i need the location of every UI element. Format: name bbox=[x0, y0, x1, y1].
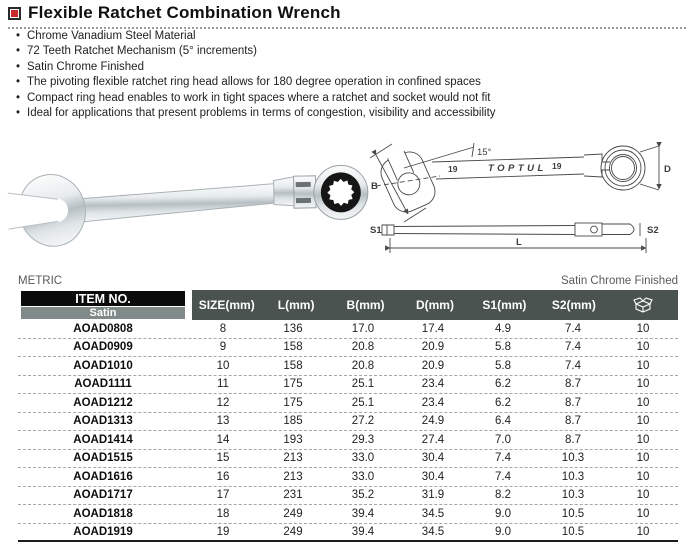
pack-value: 10 bbox=[636, 322, 650, 335]
size-value: 8 bbox=[219, 322, 227, 335]
s1-value: 7.0 bbox=[495, 433, 511, 446]
s2-value: 7.4 bbox=[565, 322, 581, 335]
s2-value: 8.7 bbox=[565, 378, 581, 391]
size-value: 10 bbox=[216, 359, 230, 372]
size-value: 18 bbox=[216, 507, 230, 520]
s2-value: 10.3 bbox=[561, 489, 585, 502]
table-body bbox=[18, 320, 678, 542]
col-header-s2: S2(mm) bbox=[551, 298, 596, 312]
size-stamp-left: 19 bbox=[448, 164, 458, 174]
item-no: AOAD1919 bbox=[73, 525, 133, 538]
table-row bbox=[18, 505, 678, 524]
feature-item: • Chrome Vanadium Steel Material bbox=[16, 29, 682, 44]
s2-value: 10.3 bbox=[561, 470, 585, 483]
l-value: 249 bbox=[283, 507, 303, 520]
s2-value: 8.7 bbox=[565, 415, 581, 428]
feature-list bbox=[16, 29, 682, 121]
s2-value: 10.3 bbox=[561, 452, 585, 465]
angle-label: 15° bbox=[477, 147, 492, 158]
s1-value: 6.4 bbox=[495, 415, 511, 428]
s1-value: 5.8 bbox=[495, 341, 511, 354]
b-value: 20.8 bbox=[351, 341, 375, 354]
d-value: 31.9 bbox=[421, 489, 445, 502]
l-value: 193 bbox=[283, 433, 303, 446]
s2-value: 7.4 bbox=[565, 359, 581, 372]
d-value: 30.4 bbox=[421, 452, 445, 465]
table-row bbox=[18, 357, 678, 376]
b-value: 33.0 bbox=[351, 470, 375, 483]
s1-value: 7.4 bbox=[495, 452, 511, 465]
s1-value: 9.0 bbox=[495, 525, 511, 538]
item-no: AOAD0808 bbox=[73, 322, 133, 335]
table-row bbox=[18, 468, 678, 487]
size-value: 13 bbox=[216, 415, 230, 428]
l-value: 158 bbox=[283, 359, 303, 372]
b-value: 39.4 bbox=[351, 525, 375, 538]
d-value: 30.4 bbox=[421, 470, 445, 483]
table-row bbox=[18, 376, 678, 395]
l-value: 213 bbox=[283, 452, 303, 465]
d-value: 20.9 bbox=[421, 359, 445, 372]
s1-value: 6.2 bbox=[495, 396, 511, 409]
l-value: 213 bbox=[283, 470, 303, 483]
size-value: 17 bbox=[216, 489, 230, 502]
table-row bbox=[18, 487, 678, 506]
pack-value: 10 bbox=[636, 433, 650, 446]
s2-value: 10.5 bbox=[561, 525, 585, 538]
item-no-header: ITEM NO. bbox=[20, 290, 186, 307]
b-value: 17.0 bbox=[351, 322, 375, 335]
s1-value: 8.2 bbox=[495, 489, 511, 502]
l-value: 249 bbox=[283, 525, 303, 538]
table-row bbox=[18, 339, 678, 358]
item-no: AOAD1414 bbox=[73, 433, 133, 446]
l-value: 175 bbox=[283, 378, 303, 391]
pack-value: 10 bbox=[636, 341, 650, 354]
item-no-subheader: Satin bbox=[20, 307, 186, 320]
size-stamp-right: 19 bbox=[552, 161, 562, 171]
spec-table bbox=[18, 290, 678, 542]
dim-d-label: D bbox=[664, 164, 671, 175]
table-row bbox=[18, 394, 678, 413]
s1-value: 7.4 bbox=[495, 470, 511, 483]
pack-value: 10 bbox=[636, 525, 650, 538]
wrench-technical-drawing bbox=[370, 142, 686, 274]
table-row bbox=[18, 450, 678, 469]
title-bar bbox=[8, 3, 686, 29]
b-value: 20.8 bbox=[351, 359, 375, 372]
l-value: 158 bbox=[283, 341, 303, 354]
dim-b-label: B bbox=[371, 181, 378, 192]
dim-s1-label: S1 bbox=[370, 225, 382, 236]
size-value: 14 bbox=[216, 433, 230, 446]
s2-value: 7.4 bbox=[565, 341, 581, 354]
d-value: 17.4 bbox=[421, 322, 445, 335]
feature-item: • Compact ring head enables to work in tight spaces where a ratchet and socket would not fit bbox=[16, 91, 682, 106]
b-value: 33.0 bbox=[351, 452, 375, 465]
s1-value: 6.2 bbox=[495, 378, 511, 391]
col-header-b: B(mm) bbox=[346, 298, 385, 312]
l-value: 185 bbox=[283, 415, 303, 428]
col-header-l: L(mm) bbox=[277, 298, 315, 312]
size-value: 15 bbox=[216, 452, 230, 465]
b-value: 29.3 bbox=[351, 433, 375, 446]
col-header-s1: S1(mm) bbox=[482, 298, 527, 312]
red-square-icon bbox=[8, 7, 21, 20]
item-no: AOAD1818 bbox=[73, 507, 133, 520]
l-value: 175 bbox=[283, 396, 303, 409]
s1-value: 5.8 bbox=[495, 359, 511, 372]
b-value: 27.2 bbox=[351, 415, 375, 428]
feature-item: • Satin Chrome Finished bbox=[16, 60, 682, 75]
item-no: AOAD1717 bbox=[73, 489, 133, 502]
wrench-product-photo bbox=[6, 140, 374, 266]
feature-item: • The pivoting flexible ratchet ring head allows for 180 degree operation in confined spaces bbox=[16, 75, 682, 90]
item-no: AOAD1616 bbox=[73, 470, 133, 483]
size-value: 11 bbox=[217, 378, 229, 391]
dim-l-label: L bbox=[516, 237, 522, 248]
item-no-header-cell bbox=[18, 290, 188, 320]
pack-value: 10 bbox=[636, 378, 650, 391]
s2-value: 8.7 bbox=[565, 433, 581, 446]
brand-stamp: TOPTUL bbox=[488, 163, 547, 174]
pack-value: 10 bbox=[636, 507, 650, 520]
s2-value: 8.7 bbox=[565, 396, 581, 409]
table-row bbox=[18, 524, 678, 543]
size-value: 19 bbox=[216, 525, 230, 538]
item-no: AOAD1212 bbox=[73, 396, 133, 409]
d-value: 24.9 bbox=[421, 415, 445, 428]
packaging-box-icon bbox=[609, 290, 678, 320]
item-no: AOAD0909 bbox=[73, 341, 133, 354]
table-row bbox=[18, 320, 678, 339]
item-no: AOAD1111 bbox=[74, 378, 132, 391]
pack-value: 10 bbox=[636, 470, 650, 483]
d-value: 34.5 bbox=[421, 507, 445, 520]
s1-value: 9.0 bbox=[495, 507, 511, 520]
d-value: 23.4 bbox=[421, 378, 445, 391]
l-value: 136 bbox=[283, 322, 303, 335]
pack-value: 10 bbox=[636, 359, 650, 372]
table-row bbox=[18, 413, 678, 432]
l-value: 231 bbox=[283, 489, 303, 502]
s2-value: 10.5 bbox=[561, 507, 585, 520]
d-value: 23.4 bbox=[421, 396, 445, 409]
size-value: 9 bbox=[219, 341, 227, 354]
d-value: 20.9 bbox=[421, 341, 445, 354]
col-header-size: SIZE(mm) bbox=[198, 298, 255, 312]
pack-value: 10 bbox=[636, 415, 650, 428]
d-value: 27.4 bbox=[421, 433, 445, 446]
item-no: AOAD1010 bbox=[73, 359, 133, 372]
table-row bbox=[18, 431, 678, 450]
size-value: 16 bbox=[216, 470, 230, 483]
page-title: Flexible Ratchet Combination Wrench bbox=[28, 3, 341, 22]
dim-s2-label: S2 bbox=[647, 225, 659, 236]
pack-value: 10 bbox=[636, 489, 650, 502]
pack-value: 10 bbox=[636, 452, 650, 465]
b-value: 35.2 bbox=[351, 489, 375, 502]
size-value: 12 bbox=[216, 396, 230, 409]
b-value: 39.4 bbox=[351, 507, 375, 520]
pack-value: 10 bbox=[636, 396, 650, 409]
col-header-d: D(mm) bbox=[415, 298, 454, 312]
s1-value: 4.9 bbox=[495, 322, 511, 335]
item-no: AOAD1515 bbox=[73, 452, 133, 465]
b-value: 25.1 bbox=[351, 378, 375, 391]
table-header bbox=[18, 290, 678, 320]
metric-label: METRIC bbox=[18, 275, 63, 287]
feature-item: • 72 Teeth Ratchet Mechanism (5° increments) bbox=[16, 44, 682, 59]
item-no: AOAD1313 bbox=[73, 415, 133, 428]
b-value: 25.1 bbox=[351, 396, 375, 409]
finish-label: Satin Chrome Finished bbox=[561, 275, 678, 287]
feature-item: • Ideal for applications that present problems in terms of congestion, visibility and accessibility bbox=[16, 106, 682, 121]
d-value: 34.5 bbox=[421, 525, 445, 538]
